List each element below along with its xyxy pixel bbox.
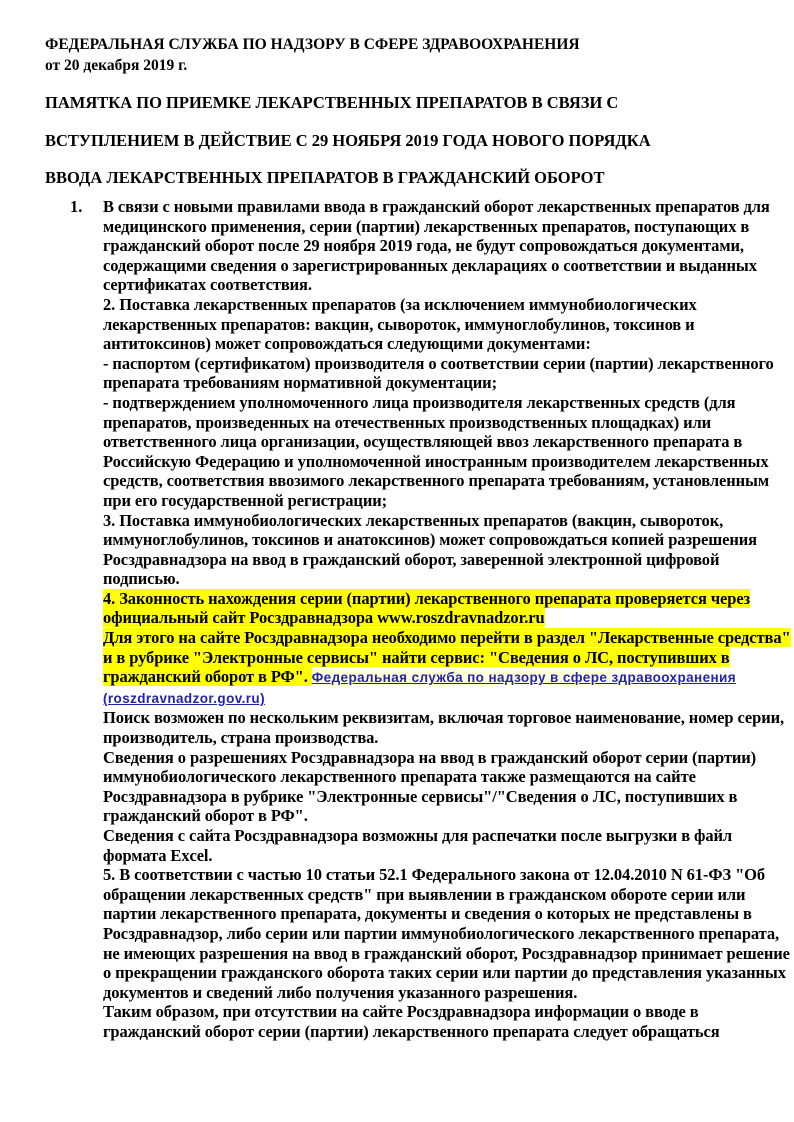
paragraph (103, 865, 791, 1002)
paragraph (103, 295, 791, 354)
document-title-line: ВВОДА ЛЕКАРСТВЕННЫХ ПРЕПАРАТОВ В ГРАЖДАНСКИЙ ОБОРОТ (45, 168, 605, 187)
document-body (103, 197, 791, 1042)
paragraph (103, 826, 791, 865)
roszdravnadzor-link[interactable]: Федеральная служба по надзору в сфере (311, 670, 612, 686)
body-text: Таким образом, при отсутствии на сайте Росздравнадзора информации о вводе в гражданский оборот серии (партии) лекарственного препарата следует обращаться (103, 1002, 720, 1041)
paragraph (103, 197, 791, 295)
paragraph (103, 511, 791, 589)
highlighted-text: Для этого на сайте Росздравнадзора необходимо перейти в раздел "Лекарственные средства" и в рубрике "Электронные сервисы" найти сервис: "Сведения о ЛС, поступивших в гражданский оборот в РФ". (103, 628, 791, 687)
body-text: Сведения с сайта Росздравнадзора возможны для распечатки после выгрузки в файл формата Excel. (103, 826, 733, 865)
paragraph (103, 393, 791, 511)
paragraphs (103, 197, 791, 1042)
header-org-line: ФЕДЕРАЛЬНАЯ СЛУЖБА ПО НАДЗОРУ В СФЕРЕ ЗДРАВООХРАНЕНИЯ (45, 36, 580, 53)
list-item-number: 1. (70, 197, 83, 216)
body-text: 5. В соответствии с частью 10 статьи 52.1 Федерального закона от 12.04.2010 N 61-ФЗ "Об обращении лекарственных средств" при выявлении в гражданском обороте серии или партии лекарственного препарата, документы и сведения о которых не представлены в Росздравнадзор, либо серии или партии иммунобиологического лекарственного препарата, не имеющих разрешения на ввод в гражданский оборот, Росздравнадзор принимает решение о прекращении гражданского оборота таких серии или партии до представления указанных документов и сведений либо получения указанного разрешения. (103, 865, 790, 1002)
document-title-line: ВСТУПЛЕНИЕМ В ДЕЙСТВИЕ С 29 НОЯБРЯ 2019 ГОДА НОВОГО ПОРЯДКА (45, 130, 651, 150)
body-text: - паспортом (сертификатом) производителя о соответствии серии (партии) лекарственного препарата требованиям нормативной документации; (103, 353, 774, 393)
body-text: Сведения о разрешениях Росздравнадзора на ввод в гражданский оборот серии (партии) иммунобиологического лекарственного препарата также размещаются на сайте Росздравнадзора в рубрике "Электронные сервисы"/"Сведения о ЛС, поступивших в гражданский оборот в РФ". (103, 747, 757, 826)
paragraph (103, 1002, 791, 1041)
paragraph (103, 589, 791, 628)
header-date-line: от 20 декабря 2019 г. (45, 57, 188, 74)
document-title (45, 84, 789, 197)
highlighted-text: 4. Законность нахождения серии (партии) лекарственного препарата проверяется через официальный сайт Росздравнадзора www.roszdravnadzor.ru (103, 588, 751, 628)
document-header (45, 34, 785, 76)
body-text: В связи с новыми правилами ввода в гражданский оборот лекарственных препаратов для медицинского применения, серии (партии) лекарственных препаратов, поступающих в гражданский оборот после 29 ноября 2019 года, не будут сопровождаться документами, содержащими сведения о зарегистрированных декларациях о соответствии и выданных сертификатах соответствия. (103, 197, 770, 295)
body-text: 2. Поставка лекарственных препаратов (за исключением иммунобиологических лекарственных препаратов: вакцин, сывороток, иммуноглобулинов, токсинов и антитоксинов) может сопровождаться следующими документами: (103, 294, 697, 354)
roszdravnadzor-link[interactable]: здравоохранения (roszdravnadzor.gov.ru) (103, 670, 737, 706)
paragraph (103, 628, 791, 708)
document-title-line: ПАМЯТКА ПО ПРИЕМКЕ ЛЕКАРСТВЕННЫХ ПРЕПАРАТОВ В СВЯЗИ С (45, 93, 619, 112)
paragraph (103, 708, 791, 747)
paragraph (103, 748, 791, 826)
body-text: Поиск возможен по нескольким реквизитам, включая торговое наименование, номер серии, производитель, страна производства. (103, 708, 785, 748)
paragraph (103, 354, 791, 393)
body-text: - подтверждением уполномоченного лица производителя лекарственных средств (для препаратов, произведенных на отечественных производственных площадках) или ответственного лица организации, осуществляющей ввоз лекарственного препарата в Российскую Федерацию и уполномоченной иностранным производителем лекарственных средств, соответствия ввозимого лекарственного препарата требованиям, установленным при его государственной регистрации; (103, 392, 769, 510)
body-text: 3. Поставка иммунобиологических лекарственных препаратов (вакцин, сывороток, иммуноглобулинов, токсинов и анатоксинов) может сопровождаться копией разрешения Росздравнадзора на ввод в гражданский оборот, заверенной электронной цифровой подписью. (103, 510, 757, 589)
